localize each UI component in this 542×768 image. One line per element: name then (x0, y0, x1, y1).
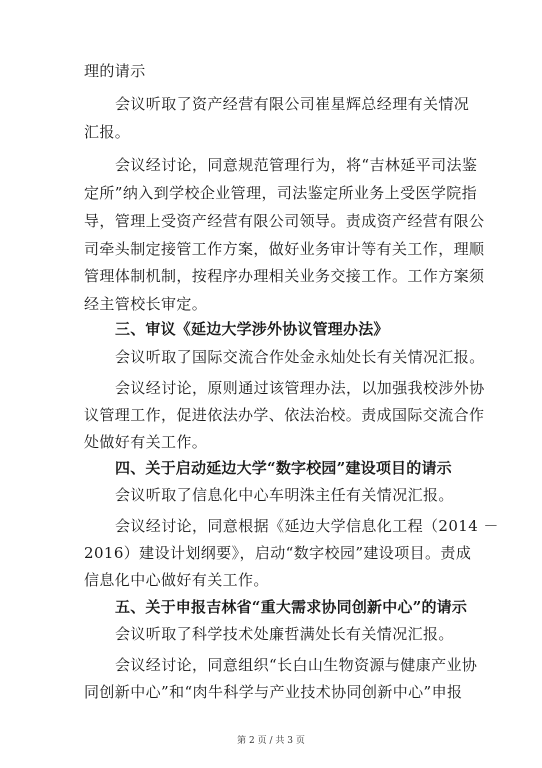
text-line: 会议听取了资产经营有限公司崔星辉总经理有关情况 (115, 95, 470, 113)
text-line: 管理体制机制，按程序办理相关业务交接工作。工作方案须 (84, 267, 485, 285)
text-line: 议管理工作，促进依法办学、依法治校。责成国际交流合作 (84, 406, 485, 424)
text-line: 会议经讨论，同意根据《延边大学信息化工程（2014 － (115, 517, 499, 535)
text-line: 理的请示 (84, 62, 146, 80)
section-heading: 四、关于启动延边大学“数字校园”建设项目的请示 (115, 459, 452, 477)
text-line: 司牵头制定接管工作方案，做好业务审计等有关工作，理顺 (84, 240, 485, 258)
text-line: 同创新中心”和“肉牛科学与产业技术协同创新中心”申报 (84, 683, 463, 701)
text-line: 会议经讨论，原则通过该管理办法，以加强我校涉外协 (115, 379, 485, 397)
text-line: 2016）建设计划纲要》，启动“数字校园”建设项目。责成 (84, 544, 472, 562)
text-line: 信息化中心做好有关工作。 (84, 571, 269, 589)
text-line: 经主管校长审定。 (84, 295, 208, 313)
text-line: 定所”纳入到学校企业管理，司法鉴定所业务上受医学院指 (84, 184, 478, 202)
text-line: 汇报。 (84, 123, 131, 141)
text-line: 处做好有关工作。 (84, 433, 208, 451)
text-line: 会议听取了科学技术处廉哲满处长有关情况汇报。 (115, 625, 454, 643)
text-line: 会议听取了国际交流合作处金永灿处长有关情况汇报。 (115, 348, 485, 366)
text-line: 导，管理上受资产经营有限公司领导。责成资产经营有限公 (84, 212, 485, 230)
page-footer: 第 2 页 / 共 3 页 (237, 736, 305, 746)
section-heading: 三、审议《延边大学涉外协议管理办法》 (115, 320, 389, 338)
text-line: 会议听取了信息化中心车明洙主任有关情况汇报。 (115, 486, 454, 504)
text-line: 会议经讨论，同意规范管理行为，将“吉林延平司法鉴 (115, 156, 478, 174)
text-line: 会议经讨论，同意组织“长白山生物资源与健康产业协 (115, 656, 478, 674)
section-heading: 五、关于申报吉林省“重大需求协同创新中心”的请示 (115, 598, 468, 616)
